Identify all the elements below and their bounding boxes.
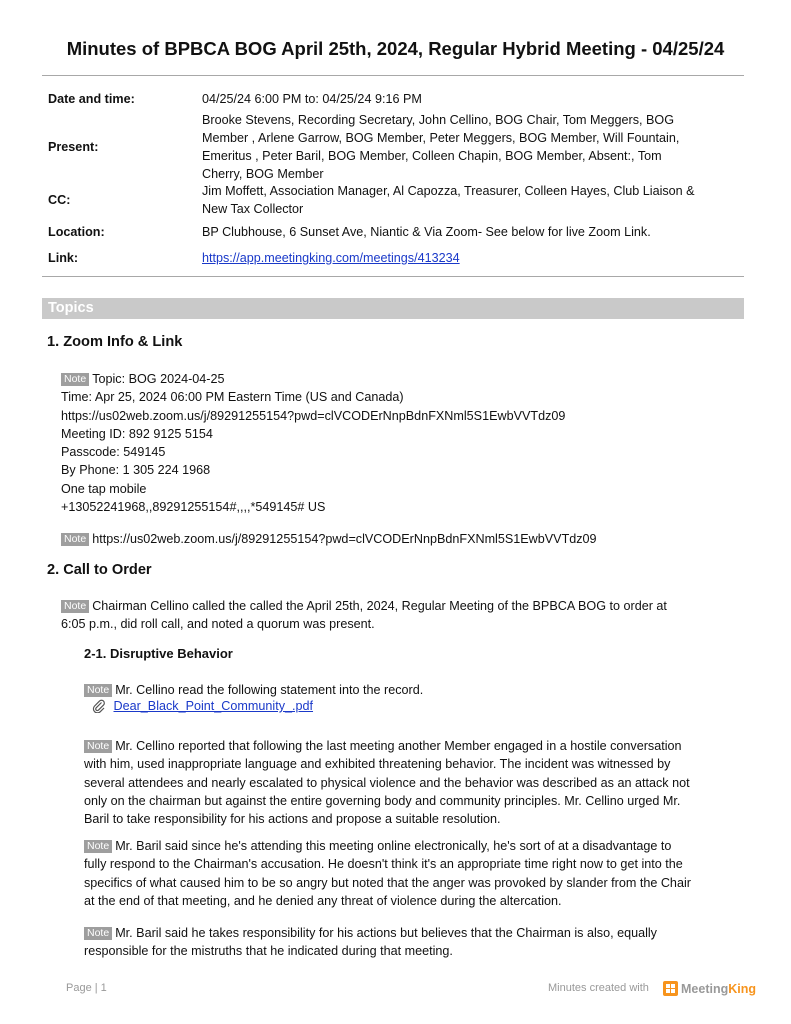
logo-text-meeting: Meeting [681, 982, 729, 996]
link-value-cell [202, 249, 748, 267]
document-title: Minutes of BPBCA BOG April 25th, 2024, Regular Hybrid Meeting - 04/25/24 [66, 38, 725, 59]
note-line [84, 737, 754, 755]
present-value [202, 111, 748, 183]
present-label: Present: [48, 140, 99, 154]
section-1-title: 1. Zoom Info & Link [47, 334, 183, 350]
page-number: Page | 1 [66, 982, 107, 994]
note-badge: Note [61, 373, 89, 386]
note-text: Mr. Cellino reported that following the last meeting another Member engaged in a hostile conversation [115, 739, 682, 753]
note-text: 6:05 p.m., did roll call, and noted a quorum was present. [61, 617, 375, 632]
note-badge: Note [61, 533, 89, 546]
note-text: responsible for the mistruths that he indicated during that meeting. [84, 944, 453, 959]
cc-line: New Tax Collector [202, 202, 304, 216]
topics-header: Topics [42, 298, 744, 319]
note-text: By Phone: 1 305 224 1968 [61, 463, 211, 478]
note-text: with him, used inappropriate language and exhibited threatening behavior. The incident was witnessed by [84, 757, 671, 772]
call-to-order-note [61, 597, 751, 634]
present-line: Member , Arlene Garrow, BOG Member, Peter Meggers, BOG Member, Will Fountain, [202, 131, 680, 145]
note-badge: Note [61, 600, 89, 613]
present-line: Brooke Stevens, Recording Secretary, John Cellino, BOG Chair, Tom Meggers, BOG [202, 113, 675, 127]
note-text: Baril to take responsibility for his actions and propose a suitable resolution. [84, 812, 501, 827]
note-text: Topic: BOG 2024-04-25 [92, 372, 225, 386]
note-badge: Note [84, 684, 112, 697]
note-text: https://us02web.zoom.us/j/89291255154?pwd=clVCODErNnpBdnFXNml5S1EwbVVTdz09 [92, 532, 597, 546]
note-text: Time: Apr 25, 2024 06:00 PM Eastern Time (US and Canada) [61, 390, 404, 405]
note-line [61, 370, 751, 388]
zoom-link-note [61, 530, 751, 548]
location-label: Location: [48, 225, 105, 239]
section-2-1-title: 2-1. Disruptive Behavior [84, 646, 233, 661]
cc-line: Jim Moffett, Association Manager, Al Capozza, Treasurer, Colleen Hayes, Club Liaison & [202, 184, 695, 198]
cc-value [202, 182, 748, 218]
title-divider [42, 75, 744, 76]
note-line [61, 597, 751, 615]
zoom-info-note [61, 370, 751, 516]
note-text: https://us02web.zoom.us/j/89291255154?pwd=clVCODErNnpBdnFXNml5S1EwbVVTdz09 [61, 408, 566, 423]
link-label: Link: [48, 251, 79, 265]
note-text: Meeting ID: 892 9125 5154 [61, 426, 213, 441]
note-text: Passcode: 549145 [61, 445, 166, 460]
note-badge: Note [84, 740, 112, 753]
note-text: Mr. Baril said he takes responsibility for his actions but believes that the Chairman is also, equally [115, 926, 657, 940]
note-text: +13052241968,,89291255154#,,,,*549145# US [61, 500, 326, 515]
note-line [84, 924, 754, 942]
date-label: Date and time: [48, 92, 135, 106]
attachment [92, 699, 313, 716]
meetingking-logo [663, 981, 756, 997]
note-text: at the end of that meeting, and he denied any threat of violence during the altercation. [84, 893, 562, 908]
note-text: One tap mobile [61, 481, 147, 496]
meeting-link[interactable]: https://app.meetingking.com/meetings/413234 [202, 251, 460, 265]
hostile-conversation-note [84, 737, 754, 828]
note-text: several attendees and nearly escalated to physical violence and the behavior was described as an attack not [84, 775, 690, 790]
location-value: BP Clubhouse, 6 Sunset Ave, Niantic & Via Zoom- See below for live Zoom Link. [202, 225, 651, 239]
note-text: only on the chairman but against the entire governing body and community principles. Mr. Cellino urged Mr. [84, 793, 681, 808]
note-line [84, 837, 754, 855]
paperclip-icon [92, 699, 106, 716]
details-divider [42, 276, 744, 277]
created-with-text: Minutes created with [548, 982, 649, 994]
section-2-title: 2. Call to Order [47, 562, 152, 578]
attachment-link[interactable]: Dear_Black_Point_Community_.pdf [113, 699, 314, 713]
cc-label: CC: [48, 193, 71, 207]
note-badge: Note [84, 840, 112, 853]
statement-note [84, 681, 754, 699]
meetingking-logo-icon [663, 981, 678, 996]
note-text: specifics of what caused him to be so angry but noted that the anger was provoked by slander from the Chair [84, 875, 691, 890]
note-text: fully respond to the Chairman's accusation. He doesn't think it's an appropriate time right now to get into the [84, 857, 683, 872]
note-text: Mr. Cellino read the following statement into the record. [115, 683, 424, 697]
note-badge: Note [84, 927, 112, 940]
baril-responsibility-note [84, 924, 754, 961]
date-value: 04/25/24 6:00 PM to: 04/25/24 9:16 PM [202, 92, 422, 106]
present-line: Cherry, BOG Member [202, 167, 324, 181]
baril-response-note [84, 837, 754, 910]
present-line: Emeritus , Peter Baril, BOG Member, Colleen Chapin, BOG Member, Absent:, Tom [202, 149, 662, 163]
logo-text-king: King [728, 982, 757, 996]
note-text: Mr. Baril said since he's attending this meeting online electronically, he's sort of at a disadvantage to [115, 839, 672, 853]
note-text: Chairman Cellino called the called the April 25th, 2024, Regular Meeting of the BPBCA BOG to order at [92, 599, 667, 613]
